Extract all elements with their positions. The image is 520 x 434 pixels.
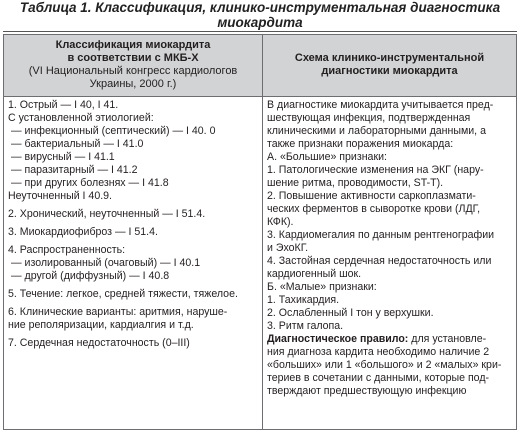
- list-item: шение ритма, проводимости, ST-T).: [267, 177, 444, 189]
- list-item: Б. «Малые» признаки:: [267, 281, 377, 293]
- classification-column: [8, 99, 260, 350]
- table-header: [4, 35, 516, 97]
- title-divider: [3, 31, 517, 32]
- rule-text: для установле-: [408, 333, 487, 345]
- classification-table: [3, 34, 517, 430]
- list-item: — инфекционный (септический) — I 40. 0: [11, 125, 216, 137]
- list-item: — паразитарный — I 41.2: [11, 164, 138, 176]
- list-item: териев в сочетании с данными, которые под-: [267, 372, 490, 384]
- list-item: ческих ферментов в сыворотке крови (ЛДГ,: [267, 203, 481, 215]
- header-left-title-1: Классификация миокардита: [55, 39, 211, 51]
- list-item: А. «Большие» признаки:: [267, 151, 387, 163]
- list-item: клиническими и лабораторными данными, а: [267, 125, 486, 137]
- list-item: 5. Течение: легкое, средней тяжести, тяжелое.: [8, 288, 238, 300]
- list-item: 4. Распространенность:: [8, 244, 126, 256]
- list-item: 3. Ритм галопа.: [267, 320, 344, 332]
- list-item: 1. Патологические изменения на ЭКГ (нару-: [267, 164, 484, 176]
- list-item: [267, 333, 513, 346]
- table-title-line-2: миокардита: [217, 15, 303, 30]
- header-left-subtitle-1: (VI Национальный конгресс кардиологов: [28, 65, 238, 77]
- list-item: 7. Сердечная недостаточность (0–III): [8, 337, 190, 349]
- list-item: 1. Острый — I 40, I 41.: [8, 99, 119, 111]
- list-item: — другой (диффузный) — I 40.8: [11, 270, 170, 282]
- list-item: — изолированный (очаговый) — I 40.1: [11, 257, 201, 269]
- list-item: также признаки поражения миокарда:: [267, 138, 454, 150]
- header-right-cell: [263, 52, 516, 78]
- list-item: В диагностике миокардита учитывается пред-: [267, 99, 494, 111]
- header-right-title-1: Схема клинико-инструментальной: [294, 52, 485, 64]
- list-item: 2. Повышение активности саркоплазмати-: [267, 190, 476, 202]
- list-item: кардиогенный шок.: [267, 268, 362, 280]
- list-item: — бактериальный — I 41.0: [11, 138, 144, 150]
- list-item: 2. Ослабленный I тон у верхушки.: [267, 307, 434, 319]
- list-item: 6. Клинические варианты: аритмия, наруше-: [8, 306, 228, 318]
- list-item: 3. Миокардиофиброз — I 51.4.: [8, 226, 158, 238]
- header-left-subtitle-2: Украины, 2000 г.): [89, 78, 177, 90]
- list-item: «больших» или 1 «большого» и 2 «малых» кри-: [267, 359, 502, 371]
- list-item: — вирусный — I 41.1: [11, 151, 115, 163]
- rule-heading: Диагностическое правило:: [267, 333, 409, 345]
- header-left-cell: [4, 39, 262, 91]
- list-item: Неуточненный I 40.9.: [8, 190, 112, 202]
- list-item: ние реполяризации, кардиалгия и т.д.: [8, 319, 194, 331]
- header-left-title-2: в соответствии с МКБ-Х: [67, 52, 199, 64]
- list-item: КФК).: [267, 216, 294, 228]
- list-item: тверждают предшествующую инфекцию: [267, 385, 467, 397]
- list-item: и ЭхоКГ.: [267, 242, 309, 254]
- list-item: 1. Тахикардия.: [267, 294, 340, 306]
- list-item: 2. Хронический, неуточненный — I 51.4.: [8, 208, 206, 220]
- table-title: [0, 0, 520, 30]
- list-item: — при других болезнях — I 41.8: [11, 177, 169, 189]
- diagnostics-column: [267, 99, 513, 398]
- list-item: ния диагноза кардита необходимо наличие 2: [267, 346, 490, 358]
- list-item: 3. Кардиомегалия по данным рентгенографии: [267, 229, 495, 241]
- list-item: 4. Застойная сердечная недостаточность или: [267, 255, 492, 267]
- header-right-title-2: диагностики миокардита: [321, 65, 458, 77]
- table-title-line-1: Таблица 1. Классификация, клинико-инструментальная диагностика: [19, 0, 501, 15]
- column-divider: [262, 35, 263, 429]
- list-item: шествующая инфекция, подтвержденная: [267, 112, 471, 124]
- list-item: С установленной этиологией:: [8, 112, 154, 124]
